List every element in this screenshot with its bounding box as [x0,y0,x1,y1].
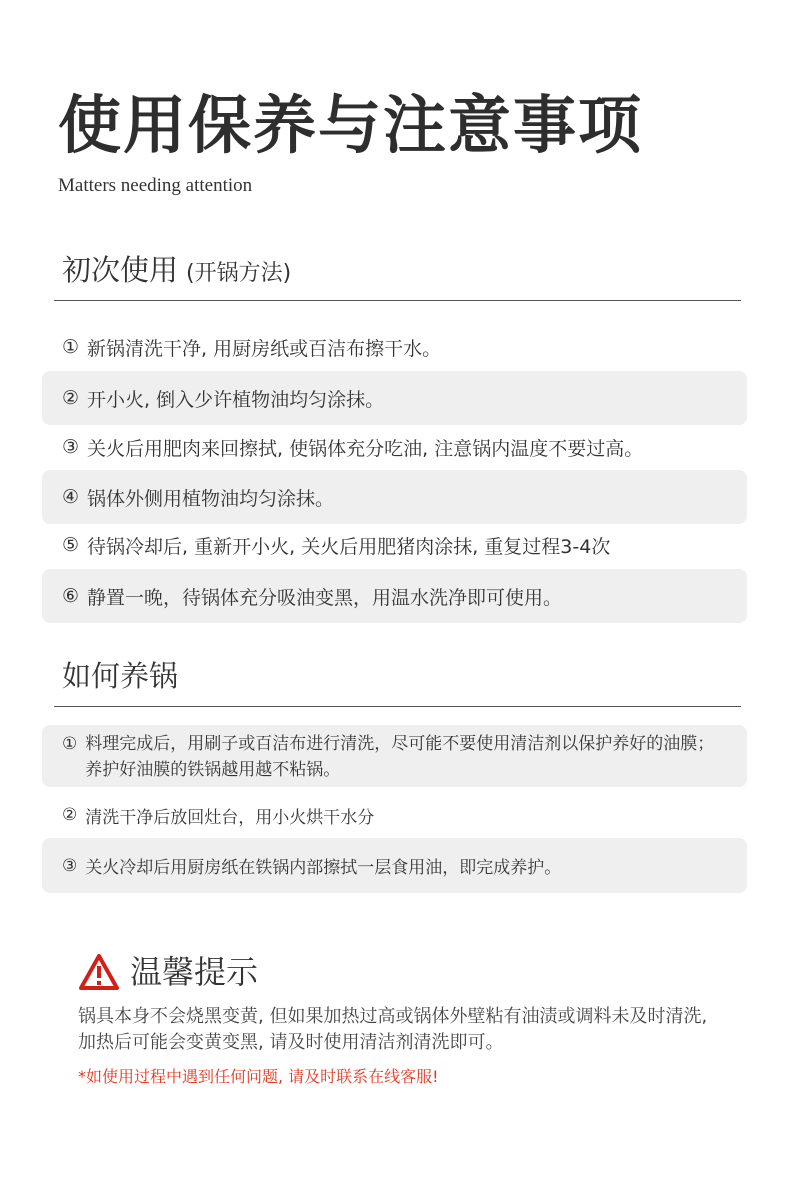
maintenance-title [62,656,741,696]
step-number: ① [62,734,78,754]
step-number: ① [62,336,80,358]
first-use-step-2 [42,371,747,425]
step-text: 新锅清洗干净, 用厨房纸或百洁布擦干水。 [87,337,442,360]
warning-body: 锅具本身不会烧黑变黄, 但如果加热过高或锅体外壁粘有油渍或调料未及时清洗, 加热后可能会变黄变黑, 请及时使用清洁剂清洗即可。 [78,1006,708,1053]
first-use-divider [54,300,741,301]
maintenance-section-header [54,656,741,707]
first-use-step-6 [42,569,747,623]
first-use-title [62,250,741,290]
step-number: ⑥ [62,585,80,607]
warning-triangle-icon [78,953,120,991]
step-number: ③ [62,855,78,876]
step-text: 料理完成后，用刷子或百洁布进行清洗，尽可能不要使用清洁剂以保护养好的油膜；养护好油膜的铁锅越用越不粘锅。 [85,734,715,780]
page-subtitle: Matters needing attention [58,175,253,196]
step-text: 锅体外侧用植物油均匀涂抹。 [87,487,335,510]
step-text: 清洗干净后放回灶台，用小火烘干水分 [85,807,375,828]
step-text: 关火后用肥肉来回擦拭, 使锅体充分吃油, 注意锅内温度不要过高。 [87,437,644,460]
step-text: 静置一晚，待锅体充分吸油变黑，用温水洗净即可使用。 [87,586,563,609]
maintenance-step-1 [42,725,747,787]
warning-note: *如使用过程中遇到任何问题, 请及时联系在线客服! [78,1067,439,1086]
step-number: ② [62,387,80,409]
first-use-title-sub: (开锅方法) [186,261,292,286]
first-use-title-main: 初次使用 [62,253,179,287]
first-use-step-1 [42,322,747,372]
step-number: ④ [62,486,80,508]
first-use-step-5 [42,521,747,569]
first-use-section-header [54,250,741,301]
step-text: 开小火, 倒入少许植物油均匀涂抹。 [87,388,385,411]
step-number: ③ [62,436,80,458]
page-title: 使用保养与注意事项 [58,89,643,162]
step-text: 待锅冷却后, 重新开小火, 关火后用肥猪肉涂抹, 重复过程3-4次 [87,535,611,558]
maintenance-step-2 [42,791,747,839]
warning-title: 温馨提示 [130,953,259,991]
warning-header [78,950,258,994]
first-use-step-3 [42,423,747,471]
maintenance-title-main: 如何养锅 [62,659,179,693]
first-use-step-4 [42,470,747,524]
maintenance-step-3 [42,838,747,893]
step-number: ② [62,805,78,825]
maintenance-divider [54,706,741,707]
step-number: ⑤ [62,534,80,556]
step-text: 关火冷却后用厨房纸在铁锅内部擦拭一层食用油，即完成养护。 [85,858,562,878]
